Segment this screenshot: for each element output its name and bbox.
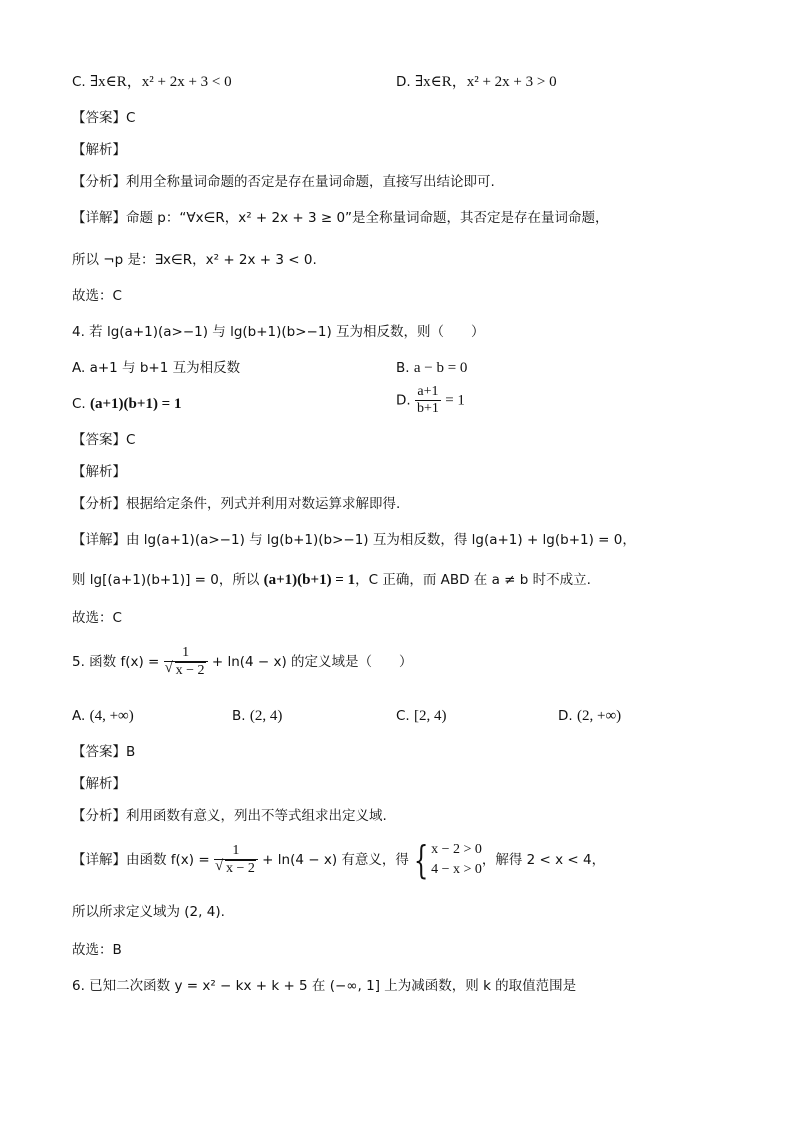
- system-row: 4 − x > 0: [431, 862, 482, 877]
- q5-answer: 【答案】B: [72, 744, 136, 760]
- option-text: ∃x∈R，x² + 2x + 3 > 0: [414, 74, 557, 90]
- q4-stem: 4. 若 lg(a+1)(a>−1) 与 lg(b+1)(b>−1) 互为相反数，则（ ）: [72, 324, 485, 340]
- q4-option-b: [396, 358, 467, 378]
- fenxi-label: 【分析】: [72, 808, 126, 824]
- option-text: [2, 4): [414, 708, 447, 724]
- fraction-numerator: 1: [232, 843, 240, 858]
- detail-text: 则 lg[(a+1)(b+1)] = 0，所以: [72, 572, 264, 588]
- q4-detail-line2: [72, 570, 591, 590]
- q5-analysis-title: 【解析】: [72, 776, 126, 792]
- q4-choose: 故选：C: [72, 610, 122, 626]
- q5-detail-line2: 所以所求定义域为 (2, 4).: [72, 904, 225, 920]
- detail-formula: (a+1)(b+1) = 1: [263, 572, 356, 588]
- option-label: D.: [558, 708, 573, 724]
- q4-option-d: [396, 384, 465, 417]
- detail-text: ，C 正确，而 ABD 在 a ≠ b 时不成立.: [355, 572, 591, 588]
- option-label: B.: [396, 360, 410, 376]
- fenxi-text: 根据给定条件，列式并利用对数运算求解即得.: [126, 496, 401, 512]
- q4-analysis-title: 【解析】: [72, 464, 126, 480]
- sqrt-symbol: [216, 860, 256, 877]
- fraction: [415, 384, 441, 417]
- system-row: x − 2 > 0: [431, 842, 482, 857]
- left-brace-icon: {: [413, 838, 429, 882]
- fraction-denominator: b+1: [416, 401, 439, 416]
- option-label: C.: [396, 708, 410, 724]
- q3-fenxi: [72, 172, 495, 192]
- option-label: C.: [72, 396, 86, 412]
- q3-choose: 故选：C: [72, 288, 122, 304]
- option-label: D.: [396, 74, 411, 90]
- radicand: x − 2: [175, 663, 205, 678]
- q4-fenxi: [72, 494, 400, 514]
- fraction-numerator: a+1: [417, 384, 439, 399]
- stem-text: 5. 函数 f(x) =: [72, 654, 164, 670]
- q3-detail: [72, 208, 609, 228]
- option-label: C.: [72, 74, 86, 90]
- q3-answer: 【答案】C: [72, 110, 136, 126]
- q3-option-c: [72, 72, 232, 92]
- q5-option-c: [396, 706, 447, 726]
- detail-text: 命题 p：“∀x∈R，x² + 2x + 3 ≥ 0”是全称量词命题，其否定是存在量词命题，: [126, 210, 609, 226]
- q4-option-a: [72, 358, 240, 378]
- q5-option-d: [558, 706, 621, 726]
- detail-text: ，解得 2 < x < 4，: [481, 852, 606, 868]
- option-text: a+1 与 b+1 互为相反数: [89, 360, 241, 376]
- fenxi-label: 【分析】: [72, 496, 126, 512]
- q3-detail-line2: 所以 ¬p 是：∃x∈R，x² + 2x + 3 < 0.: [72, 252, 317, 268]
- detail-text: + ln(4 − x) 有意义，得: [257, 852, 409, 868]
- option-text: = 1: [445, 392, 465, 409]
- q6-stem: 6. 已知二次函数 y = x² − kx + k + 5 在 (−∞, 1] 上为减函数，则 k 的取值范围是: [72, 978, 577, 994]
- detail-label: 【详解】: [72, 852, 126, 868]
- fraction: [164, 645, 208, 679]
- option-text: (2, +∞): [576, 708, 622, 724]
- fenxi-text: 利用函数有意义，列出不等式组求出定义域.: [126, 808, 387, 824]
- detail-text: 由函数 f(x) =: [126, 852, 214, 868]
- option-text: a − b = 0: [413, 360, 468, 376]
- q5-option-b: [232, 706, 282, 726]
- fenxi-text: 利用全称量词命题的否定是存在量词命题，直接写出结论即可.: [126, 174, 495, 190]
- option-text: (2, 4): [249, 708, 283, 724]
- detail-label: 【详解】: [72, 210, 126, 226]
- option-text: (a+1)(b+1) = 1: [90, 396, 182, 412]
- sqrt-symbol: [166, 662, 206, 679]
- option-text: ∃x∈R，x² + 2x + 3 < 0: [90, 74, 232, 90]
- option-label: B.: [232, 708, 246, 724]
- fraction: [214, 843, 258, 877]
- detail-label: 【详解】: [72, 532, 126, 548]
- detail-text: 由 lg(a+1)(a>−1) 与 lg(b+1)(b>−1) 互为相反数，得 lg(a+1) + lg(b+1) = 0，: [126, 532, 636, 548]
- q3-option-d: [396, 72, 557, 92]
- fraction-denominator: [214, 859, 258, 877]
- q4-answer: 【答案】C: [72, 432, 136, 448]
- q5-detail: [72, 840, 605, 880]
- q3-analysis-title: 【解析】: [72, 142, 126, 158]
- q5-stem: [72, 642, 413, 682]
- inequality-system: [409, 840, 482, 880]
- option-text: (4, +∞): [89, 708, 134, 724]
- stem-text: + ln(4 − x) 的定义域是（ ）: [207, 654, 413, 670]
- option-label: D.: [396, 392, 411, 409]
- radicand: x − 2: [225, 861, 255, 876]
- q5-choose: 故选：B: [72, 942, 122, 958]
- fraction-denominator: [164, 661, 208, 679]
- q5-option-a: [72, 706, 134, 726]
- q5-fenxi: [72, 806, 387, 826]
- fenxi-label: 【分析】: [72, 174, 126, 190]
- option-label: A.: [72, 360, 86, 376]
- q4-detail: [72, 530, 636, 550]
- option-label: A.: [72, 708, 86, 724]
- q4-option-c: [72, 394, 181, 414]
- fraction-numerator: 1: [182, 645, 190, 660]
